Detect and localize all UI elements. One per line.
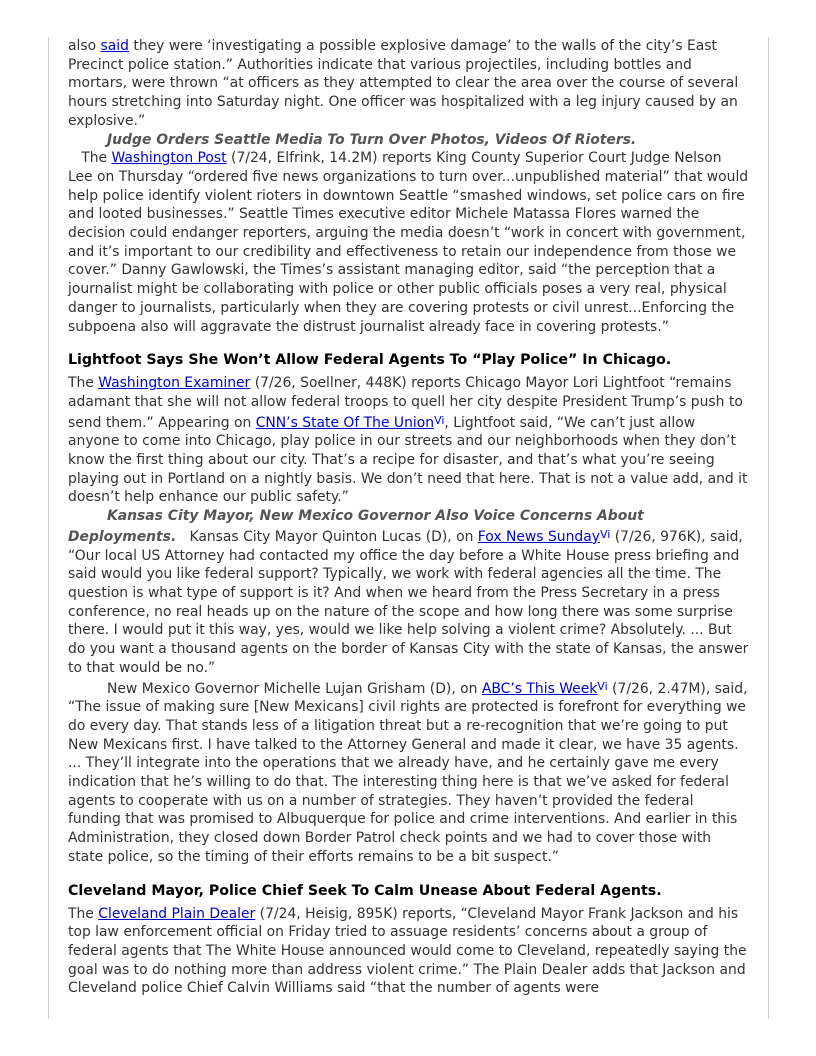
fox-news-sunday-link[interactable]: Fox News Sunday xyxy=(477,528,600,545)
headline-cleveland: Cleveland Mayor, Police Chief Seek To Calm Unease About Federal Agents. xyxy=(68,882,662,899)
paragraph-new-mexico: New Mexico Governor Michelle Lujan Grisham (D), on ABC’s This Week$^{Vi}$ (7/26, 2.47M), said, “The issue of making sure [New Mexicans] civil rights are protected is forefront for everything we do every day. That stands less of a litigation threat but a re-recognition that we’re going to put New Mexicans first. I have talked to the Attorney General and made it clear, we have 35 agents. ... They’ll integrate into the operations that we already have, and he certainly gave me every indication that he’s willing to do that. The interesting thing here is that we’ve asked for federal agents to cooperate with us on a number of strategies. They haven’t provided the federal funding that was promised to Albuquerque for police and crime interventions. And earlier in this Administration, they closed down Border Patrol check points and we had to cover those with state police, so the timing of their efforts remains to be a bit suspect.” xyxy=(68,679,748,865)
headline-lightfoot: Lightfoot Says She Won’t Allow Federal Agents To “Play Police” In Chicago. xyxy=(68,352,672,369)
video-icon[interactable]: Vi xyxy=(434,413,445,427)
page-margin-rule-right xyxy=(768,37,769,1019)
cleveland-plain-dealer-link[interactable]: Cleveland Plain Dealer xyxy=(98,905,256,922)
washington-post-link[interactable]: Washington Post xyxy=(111,150,227,167)
page-margin-rule-left xyxy=(48,37,49,1019)
paragraph-cleveland: The Cleveland Plain Dealer (7/24, Heisig, 895K) reports, “Cleveland Mayor Frank Jackson and his top law enforcement official on Friday tried to assuage residents’ concerns about a group of federal agents that The White House announced would come to Cleveland, repeatedly saying the goal was to do nothing more than address violent crime.” The Plain Dealer adds that Jackson and Cleveland police Chief Calvin Williams said “that the number of agents were xyxy=(68,905,747,997)
paragraph-seattle-protest: also said they were ‘investigating a possible explosive damage’ to the walls of the city’s East Precinct police station.” Authorities indicate that various projectiles, including bottles and mortars, were thrown “at officers as they attempted to clear the area over the course of several hours stretching into Saturday night. One officer was hospitalized with a leg injury caused by an explosive.” xyxy=(68,38,739,129)
video-icon[interactable]: Vi xyxy=(599,527,611,541)
cnn-state-of-the-union-link[interactable]: CNN’s State Of The Union xyxy=(255,414,435,431)
video-icon[interactable]: Vi xyxy=(597,679,608,693)
paragraph-judge-orders: Judge Orders Seattle Media To Turn Over Photos, Videos Of Rioters. The Washington Post (7/24, Elfrink, 14.2M) reports King County Superior Court Judge Nelson Lee on Thursday “ordered five news organizations to turn over...unpublished material” that would help police identify violent rioters in downtown Seattle “smashed windows, set police cars on fire and looted businesses.” Seattle Times executive editor Michele Matassa Flores warned the decision could endanger reporters, arguing the media doesn’t “work in concert with government, and it’s important to our credibility and effectiveness to retain our independence from those we cover.” Danny Gawlowski, the Times’s assistant managing editor, said “the perception that a journalist might be collaborating with police or other public officials poses a very real, physical danger to journalists, particularly when they are covering protests or civil unrest...Enforcing the subpoena also will aggravate the distrust journalist already face in covering protests.” xyxy=(68,131,749,335)
paragraph-kansas-city: Kansas City Mayor, New Mexico Governor Also Voice Concerns About Deployments. Kansas City Mayor Quinton Lucas (D), on Fox News Sunday$^{Vi}$ (7/26, 976K), said, “Our local US Attorney had contacted my office the day before a White House press briefing and said would you like federal support? Typically, we work with federal agencies all the time. The question is what type of support is it? And when we heard from the Press Secretary in a press conference, no real heads up on the nature of the scope and how long there was some surprise there. I would put it this way, yes, would we like help solving a violent crime? Absolutely. ... But do you want a thousand agents on the border of Kansas City with the state of Kansas, the answer to that would be no.” xyxy=(68,508,749,676)
subheading-kansas-city: Kansas City Mayor, New Mexico Governor Also Voice Concerns About Deployments. xyxy=(68,508,644,545)
article-body xyxy=(68,37,750,998)
washington-examiner-link[interactable]: Washington Examiner xyxy=(98,375,251,392)
paragraph-lightfoot: The Washington Examiner (7/26, Soellner, 448K) reports Chicago Mayor Lori Lightfoot “remains adamant that she will not allow federal troops to quell her city despite President Trump’s push to send them.” Appearing on CNN’s State Of The Union$^{Vi}$, Lightfoot said, “We can’t just allow anyone to come into Chicago, play police in our streets and our neighborhoods when they don’t know the first thing about our city. That’s a recipe for disaster, and that’s what you’re seeing playing out in Portland on a nightly basis. We don’t need that here. That is not a value add, and it doesn’t help enhance our public safety.” xyxy=(68,375,748,506)
abc-this-week-link[interactable]: ABC’s This Week xyxy=(481,680,598,697)
said-link[interactable]: said xyxy=(100,38,129,54)
subheading-judge-orders: Judge Orders Seattle Media To Turn Over Photos, Videos Of Rioters. xyxy=(107,131,637,148)
